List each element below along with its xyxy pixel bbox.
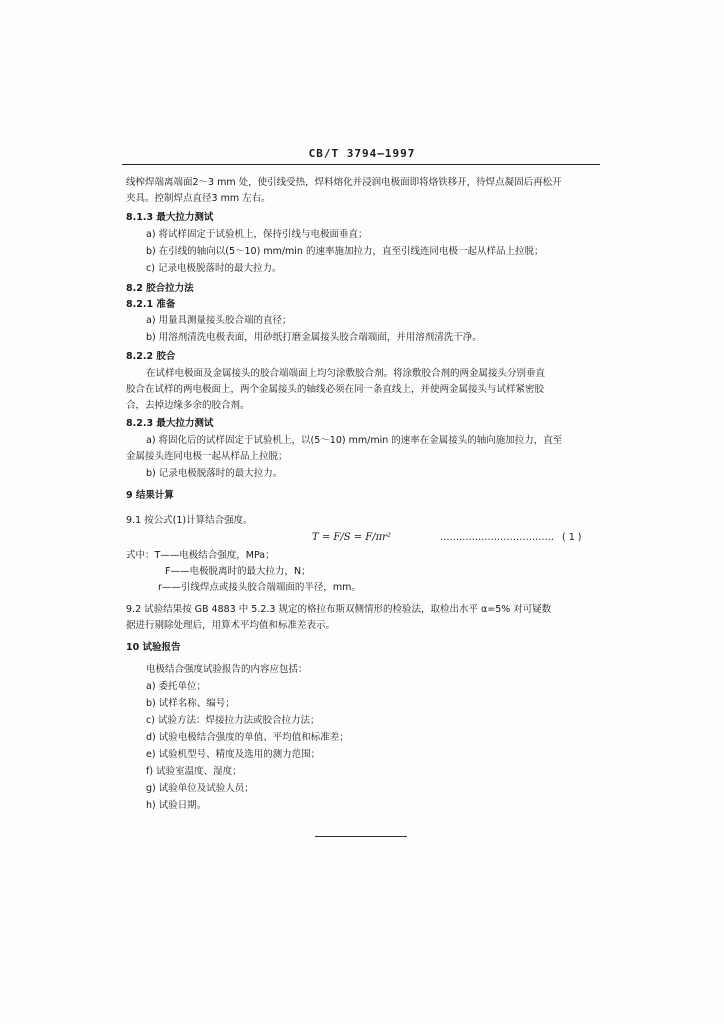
- text-line: b) 用溶剂清洗电极表面，用砂纸打磨金属接头胶合端端面，并用溶剂清洗干净。: [146, 332, 482, 343]
- text-line: d) 试验电极结合强度的单值、平均值和标准差；: [146, 732, 349, 743]
- text-line: c) 记录电极脱落时的最大拉力。: [146, 263, 282, 274]
- text-line: a) 委托单位；: [146, 681, 207, 692]
- text-line: b) 在引线的轴向以(5～10) mm/min 的速率施加拉力，直至引线连同电极一起从样品上拉脱；: [146, 246, 544, 257]
- text-line: 9.1 按公式(1)计算结合强度。: [126, 515, 253, 526]
- formula-leader: ………………………………: [440, 532, 554, 543]
- text-line: 夹具。控制焊点直径3 mm 左右。: [126, 193, 271, 204]
- formula-number: ( 1 ): [562, 532, 582, 543]
- text-line: 据进行剔除处理后，用算术平均值和标准差表示。: [126, 620, 336, 631]
- text-line: F——电极脱离时的最大拉力，N；: [165, 566, 311, 577]
- text-line: r——引线焊点或接头胶合端端面的半径，mm。: [158, 582, 361, 593]
- text-line: g) 试验单位及试验人员；: [146, 783, 254, 794]
- section-heading: 8.1.3 最大拉力测试: [126, 212, 214, 223]
- text-line: b) 试样名称、编号；: [146, 698, 235, 709]
- text-line: 电极结合强度试验报告的内容应包括：: [146, 664, 308, 675]
- section-heading: 8.2.3 最大拉力测试: [126, 418, 214, 429]
- section-heading: 8.2 胶合拉力法: [126, 283, 194, 294]
- text-line: f) 试验室温度、湿度；: [146, 766, 242, 777]
- section-heading: 8.2.1 准备: [126, 299, 176, 310]
- standard-code-header: CB/T 3794—1997: [308, 147, 416, 160]
- section-heading: 10 试验报告: [126, 642, 181, 653]
- text-line: 线榨焊端离端面2～3 mm 处，使引线受热，焊料熔化并浸润电极面即将烙铁移开，待焊点凝固后再松开: [126, 177, 562, 188]
- section-heading: 8.2.2 胶合: [126, 351, 176, 362]
- text-line: a) 将试样固定于试验机上，保持引线与电极面垂直；: [146, 229, 368, 240]
- text-line: 式中：T——电极结合强度，MPa；: [126, 550, 275, 561]
- section-heading: 9 结果计算: [126, 490, 174, 501]
- formula-expression: T = F/S = F/πr²: [312, 532, 391, 543]
- text-line: a) 将固化后的试样固定于试验机上，以(5～10) mm/min 的速率在金属接头的轴向施加拉力，直至: [146, 435, 563, 446]
- text-line: 金属接头连同电极一起从样品上拉脱；: [126, 451, 288, 462]
- text-line: e) 试验机型号、精度及选用的测力范围；: [146, 749, 321, 760]
- text-line: a) 用量具测量接头胶合端的直径；: [146, 315, 292, 326]
- text-line: h) 试验日期。: [146, 800, 207, 811]
- text-line: 胶合在试样的两电极面上，两个金属接头的轴线必须在同一条直线上，并使两金属接头与试样紧密胶: [126, 384, 545, 395]
- text-line: c) 试验方法：焊接拉力法或胶合拉力法；: [146, 715, 320, 726]
- text-line: 合，去掉边缘多余的胶合剂。: [126, 400, 250, 411]
- header-rule: [122, 164, 600, 165]
- text-line: 在试样电极面及金属接头的胶合端端面上均匀涂敷胶合剂。将涂敷胶合剂的两金属接头分别垂直: [146, 368, 546, 379]
- text-line: 9.2 试验结果按 GB 4883 中 5.2.3 规定的格拉布斯双侧情形的检验法，取检出水平 α=5% 对可疑数: [126, 604, 552, 615]
- footer-rule: [315, 836, 407, 837]
- text-line: b) 记录电极脱落时的最大拉力。: [146, 468, 283, 479]
